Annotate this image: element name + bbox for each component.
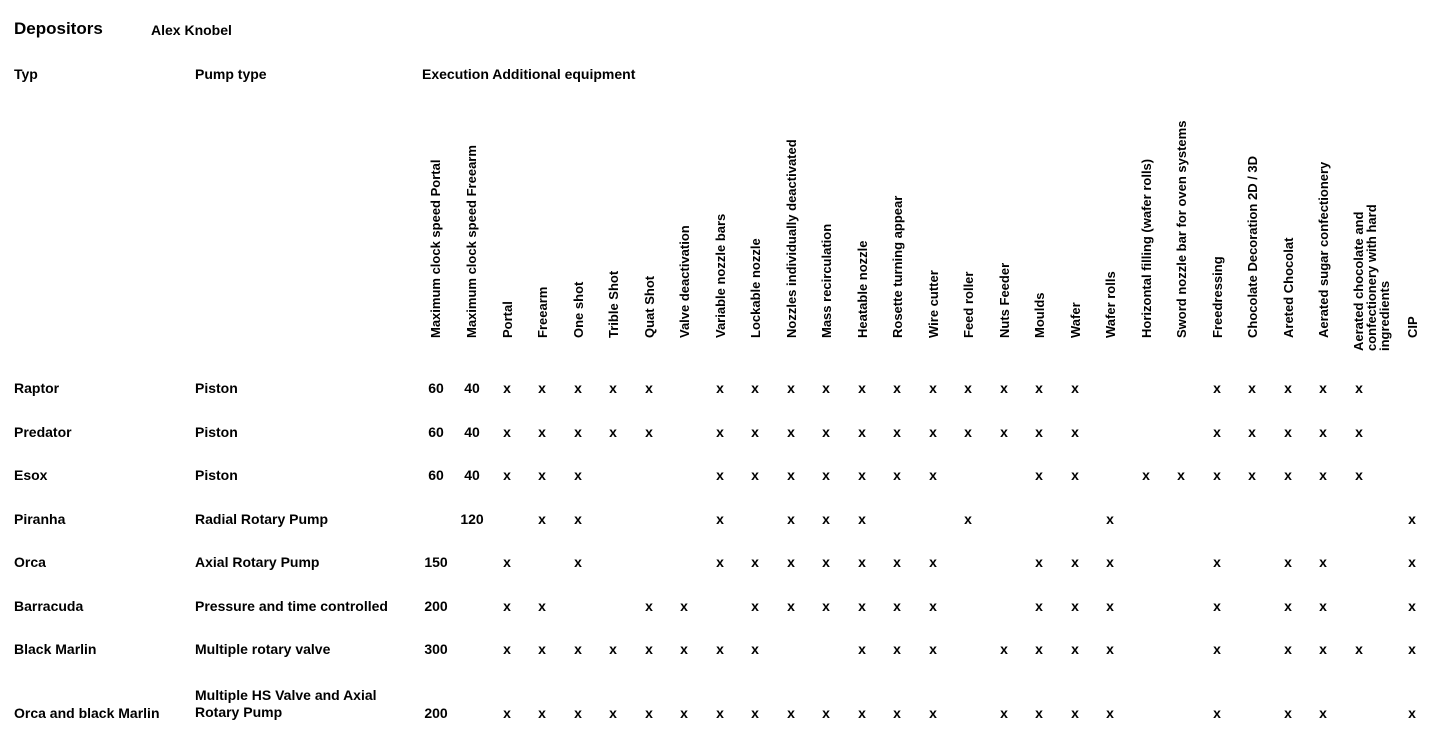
mark-cell: x (1071, 705, 1079, 721)
column-header-label: Portal (500, 301, 515, 338)
mark-cell: x (1071, 554, 1079, 570)
speed-portal: 60 (428, 467, 444, 483)
mark-cell: x (1106, 598, 1114, 614)
mark-cell: x (858, 467, 866, 483)
mark-cell: x (1408, 641, 1416, 657)
mark-cell: x (1213, 641, 1221, 657)
column-header-label: Maximum clock speed Freearm (464, 145, 479, 338)
header-pump-type: Pump type (195, 66, 267, 82)
table-row (0, 641, 1440, 661)
mark-cell: x (1284, 641, 1292, 657)
mark-cell: x (929, 380, 937, 396)
mark-cell: x (574, 554, 582, 570)
speed-freearm: 120 (460, 511, 484, 527)
mark-cell: x (1213, 467, 1221, 483)
mark-cell: x (858, 705, 866, 721)
mark-cell: x (645, 424, 653, 440)
column-header-label: Freearm (535, 286, 550, 338)
depositor-name: Barracuda (14, 598, 84, 614)
column-header-label: Wire cutter (926, 270, 941, 338)
mark-cell: x (929, 705, 937, 721)
mark-cell: x (1355, 424, 1363, 440)
mark-cell: x (964, 424, 972, 440)
column-header-label: Wafer rolls (1103, 271, 1118, 338)
mark-cell: x (751, 554, 759, 570)
mark-cell: x (645, 380, 653, 396)
column-header (464, 145, 481, 352)
mark-cell: x (538, 380, 546, 396)
mark-cell: x (680, 705, 688, 721)
mark-cell: x (1284, 380, 1292, 396)
mark-cell: x (1035, 380, 1043, 396)
mark-cell: x (1071, 380, 1079, 396)
column-header-label: Moulds (1032, 292, 1047, 338)
mark-cell: x (609, 380, 617, 396)
pump-type: Axial Rotary Pump (195, 554, 320, 570)
table-row (0, 380, 1440, 400)
table-row (0, 511, 1440, 531)
mark-cell: x (538, 511, 546, 527)
mark-cell: x (716, 424, 724, 440)
mark-cell: x (538, 598, 546, 614)
mark-cell: x (1213, 705, 1221, 721)
mark-cell: x (1319, 380, 1327, 396)
depositor-name: Black Marlin (14, 641, 97, 657)
column-header-label: One shot (571, 281, 586, 338)
column-header-label: Quat Shot (642, 275, 657, 338)
mark-cell: x (1284, 598, 1292, 614)
mark-cell: x (1071, 424, 1079, 440)
mark-cell: x (574, 424, 582, 440)
mark-cell: x (964, 511, 972, 527)
column-header (1103, 271, 1120, 352)
mark-cell: x (574, 705, 582, 721)
mark-cell: x (751, 598, 759, 614)
mark-cell: x (1142, 467, 1150, 483)
mark-cell: x (716, 705, 724, 721)
mark-cell: x (574, 380, 582, 396)
mark-cell: x (503, 598, 511, 614)
mark-cell: x (645, 641, 653, 657)
mark-cell: x (1035, 641, 1043, 657)
mark-cell: x (1355, 467, 1363, 483)
column-header-label: Lockable nozzle (748, 238, 763, 338)
mark-cell: x (858, 511, 866, 527)
mark-cell: x (1408, 554, 1416, 570)
speed-portal: 60 (428, 424, 444, 440)
column-header-label: CIP (1405, 316, 1420, 338)
mark-cell: x (1284, 705, 1292, 721)
mark-cell: x (1319, 424, 1327, 440)
column-header (571, 281, 588, 352)
mark-cell: x (1106, 705, 1114, 721)
column-headers (0, 0, 1440, 360)
column-header-label: Variable nozzle bars (713, 213, 728, 338)
mark-cell: x (929, 424, 937, 440)
pump-type: Piston (195, 380, 238, 396)
speed-freearm: 40 (464, 467, 480, 483)
pump-type: Piston (195, 467, 238, 483)
mark-cell: x (538, 641, 546, 657)
speed-freearm: 40 (464, 380, 480, 396)
mark-cell: x (893, 424, 901, 440)
mark-cell: x (1035, 705, 1043, 721)
mark-cell: x (1408, 598, 1416, 614)
mark-cell: x (609, 424, 617, 440)
mark-cell: x (1177, 467, 1185, 483)
column-header-label: Aerated chocolate and confectionery with hard ingredients (1351, 204, 1392, 351)
speed-portal: 300 (424, 641, 448, 657)
table-row (0, 424, 1440, 444)
column-header (1210, 256, 1227, 352)
mark-cell: x (751, 467, 759, 483)
column-header (1139, 158, 1156, 352)
mark-cell: x (609, 705, 617, 721)
mark-cell: x (1106, 511, 1114, 527)
mark-cell: x (680, 641, 688, 657)
mark-cell: x (822, 554, 830, 570)
mark-cell: x (1000, 641, 1008, 657)
mark-cell: x (822, 705, 830, 721)
mark-cell: x (538, 467, 546, 483)
mark-cell: x (1284, 467, 1292, 483)
depositor-name: Predator (14, 424, 72, 440)
mark-cell: x (822, 467, 830, 483)
mark-cell: x (787, 424, 795, 440)
mark-cell: x (1000, 424, 1008, 440)
mark-cell: x (1248, 380, 1256, 396)
mark-cell: x (1284, 554, 1292, 570)
mark-cell: x (822, 511, 830, 527)
mark-cell: x (1106, 641, 1114, 657)
mark-cell: x (1319, 705, 1327, 721)
speed-portal: 200 (424, 705, 448, 721)
mark-cell: x (1213, 554, 1221, 570)
mark-cell: x (787, 467, 795, 483)
mark-cell: x (716, 554, 724, 570)
column-header (1068, 302, 1085, 352)
column-header-label: Valve deactivation (677, 225, 692, 338)
mark-cell: x (751, 380, 759, 396)
mark-cell: x (893, 380, 901, 396)
mark-cell: x (787, 511, 795, 527)
column-header-label: Mass recirculation (819, 223, 834, 338)
column-header (961, 271, 978, 352)
table-row (0, 467, 1440, 487)
mark-cell: x (751, 641, 759, 657)
column-header (500, 301, 517, 352)
mark-cell: x (1000, 380, 1008, 396)
table-row (0, 554, 1440, 574)
mark-cell: x (822, 598, 830, 614)
author-name: Alex Knobel (151, 22, 232, 38)
column-header (1245, 155, 1262, 352)
table-row (0, 598, 1440, 618)
mark-cell: x (858, 641, 866, 657)
mark-cell: x (574, 641, 582, 657)
mark-cell: x (503, 380, 511, 396)
column-header (926, 270, 943, 352)
column-header-label: Feed roller (961, 271, 976, 338)
depositor-name: Orca and black Marlin (14, 705, 160, 721)
column-header (713, 213, 730, 352)
mark-cell: x (858, 424, 866, 440)
column-header-label: Nozzles individually deactivated (784, 139, 799, 338)
pump-type: Radial Rotary Pump (195, 511, 329, 527)
column-header-label: Aerated sugar confectionery (1316, 161, 1331, 338)
mark-cell: x (1071, 598, 1079, 614)
column-header (748, 238, 765, 352)
column-header (642, 275, 659, 352)
mark-cell: x (929, 554, 937, 570)
column-header-label: Freedressing (1210, 256, 1225, 338)
mark-cell: x (716, 511, 724, 527)
pump-type: Multiple HS Valve and Axial Rotary Pump (195, 687, 377, 720)
column-header (1174, 120, 1191, 352)
mark-cell: x (1213, 380, 1221, 396)
column-header (606, 270, 623, 352)
mark-cell: x (1408, 705, 1416, 721)
mark-cell: x (645, 598, 653, 614)
column-header-label: Trible Shot (606, 270, 621, 338)
mark-cell: x (1248, 467, 1256, 483)
mark-cell: x (751, 705, 759, 721)
mark-cell: x (609, 641, 617, 657)
mark-cell: x (929, 641, 937, 657)
mark-cell: x (1355, 380, 1363, 396)
mark-cell: x (751, 424, 759, 440)
pump-type: Pressure and time controlled (195, 598, 388, 614)
mark-cell: x (787, 554, 795, 570)
header-typ: Typ (14, 66, 38, 82)
column-header (535, 286, 552, 352)
mark-cell: x (929, 467, 937, 483)
mark-cell: x (503, 705, 511, 721)
page-title: Depositors (14, 19, 103, 38)
mark-cell: x (1035, 424, 1043, 440)
pump-type: Multiple rotary valve (195, 641, 331, 657)
column-header-label: Wafer (1068, 302, 1083, 338)
mark-cell: x (1071, 467, 1079, 483)
mark-cell: x (1035, 467, 1043, 483)
mark-cell: x (893, 554, 901, 570)
column-header (1281, 237, 1298, 352)
mark-cell: x (1106, 554, 1114, 570)
depositor-name: Piranha (14, 511, 66, 527)
mark-cell: x (1355, 641, 1363, 657)
mark-cell: x (680, 598, 688, 614)
mark-cell: x (716, 641, 724, 657)
mark-cell: x (645, 705, 653, 721)
mark-cell: x (858, 554, 866, 570)
mark-cell: x (929, 598, 937, 614)
depositor-name: Esox (14, 467, 48, 483)
mark-cell: x (1319, 598, 1327, 614)
column-header-label: Horizontal filling (wafer rolls) (1139, 158, 1154, 338)
mark-cell: x (574, 467, 582, 483)
speed-freearm: 40 (464, 424, 480, 440)
column-header (890, 195, 907, 352)
depositor-name: Raptor (14, 380, 60, 396)
column-header (855, 240, 872, 352)
mark-cell: x (858, 380, 866, 396)
column-header-label: Maximum clock speed Portal (428, 159, 443, 338)
column-header-label: Areted Chocolat (1281, 237, 1296, 338)
speed-portal: 150 (424, 554, 448, 570)
mark-cell: x (1213, 424, 1221, 440)
mark-cell: x (822, 380, 830, 396)
mark-cell: x (964, 380, 972, 396)
column-header (1032, 292, 1049, 352)
column-header (997, 262, 1014, 352)
mark-cell: x (787, 705, 795, 721)
header-execution: Execution Additional equipment (422, 66, 636, 82)
mark-cell: x (1000, 705, 1008, 721)
mark-cell: x (716, 380, 724, 396)
mark-cell: x (1408, 511, 1416, 527)
mark-cell: x (538, 424, 546, 440)
mark-cell: x (574, 511, 582, 527)
mark-cell: x (1319, 554, 1327, 570)
pump-type: Piston (195, 424, 238, 440)
mark-cell: x (1319, 641, 1327, 657)
mark-cell: x (1248, 424, 1256, 440)
depositor-name: Orca (14, 554, 46, 570)
column-header-label: Sword nozzle bar for oven systems (1174, 120, 1189, 338)
column-header (819, 223, 836, 352)
column-header-label: Nuts Feeder (997, 262, 1012, 338)
column-header-label: Chocolate Decoration 2D / 3D (1245, 155, 1260, 338)
table-row (0, 687, 1440, 725)
column-header (784, 139, 801, 352)
mark-cell: x (503, 554, 511, 570)
mark-cell: x (1071, 641, 1079, 657)
column-header-label: Heatable nozzle (855, 240, 870, 338)
mark-cell: x (787, 598, 795, 614)
speed-portal: 200 (424, 598, 448, 614)
mark-cell: x (503, 424, 511, 440)
column-header (677, 225, 694, 352)
mark-cell: x (822, 424, 830, 440)
mark-cell: x (893, 641, 901, 657)
mark-cell: x (893, 467, 901, 483)
mark-cell: x (1319, 467, 1327, 483)
mark-cell: x (1284, 424, 1292, 440)
mark-cell: x (1213, 598, 1221, 614)
speed-portal: 60 (428, 380, 444, 396)
mark-cell: x (893, 705, 901, 721)
mark-cell: x (1035, 598, 1043, 614)
mark-cell: x (503, 467, 511, 483)
column-header (1351, 204, 1392, 352)
mark-cell: x (1035, 554, 1043, 570)
column-header (1316, 161, 1333, 352)
mark-cell: x (503, 641, 511, 657)
column-header (1405, 316, 1422, 352)
mark-cell: x (538, 705, 546, 721)
mark-cell: x (787, 380, 795, 396)
mark-cell: x (858, 598, 866, 614)
column-header-label: Rosette turning appear (890, 195, 905, 338)
mark-cell: x (893, 598, 901, 614)
mark-cell: x (716, 467, 724, 483)
column-header (428, 159, 445, 352)
